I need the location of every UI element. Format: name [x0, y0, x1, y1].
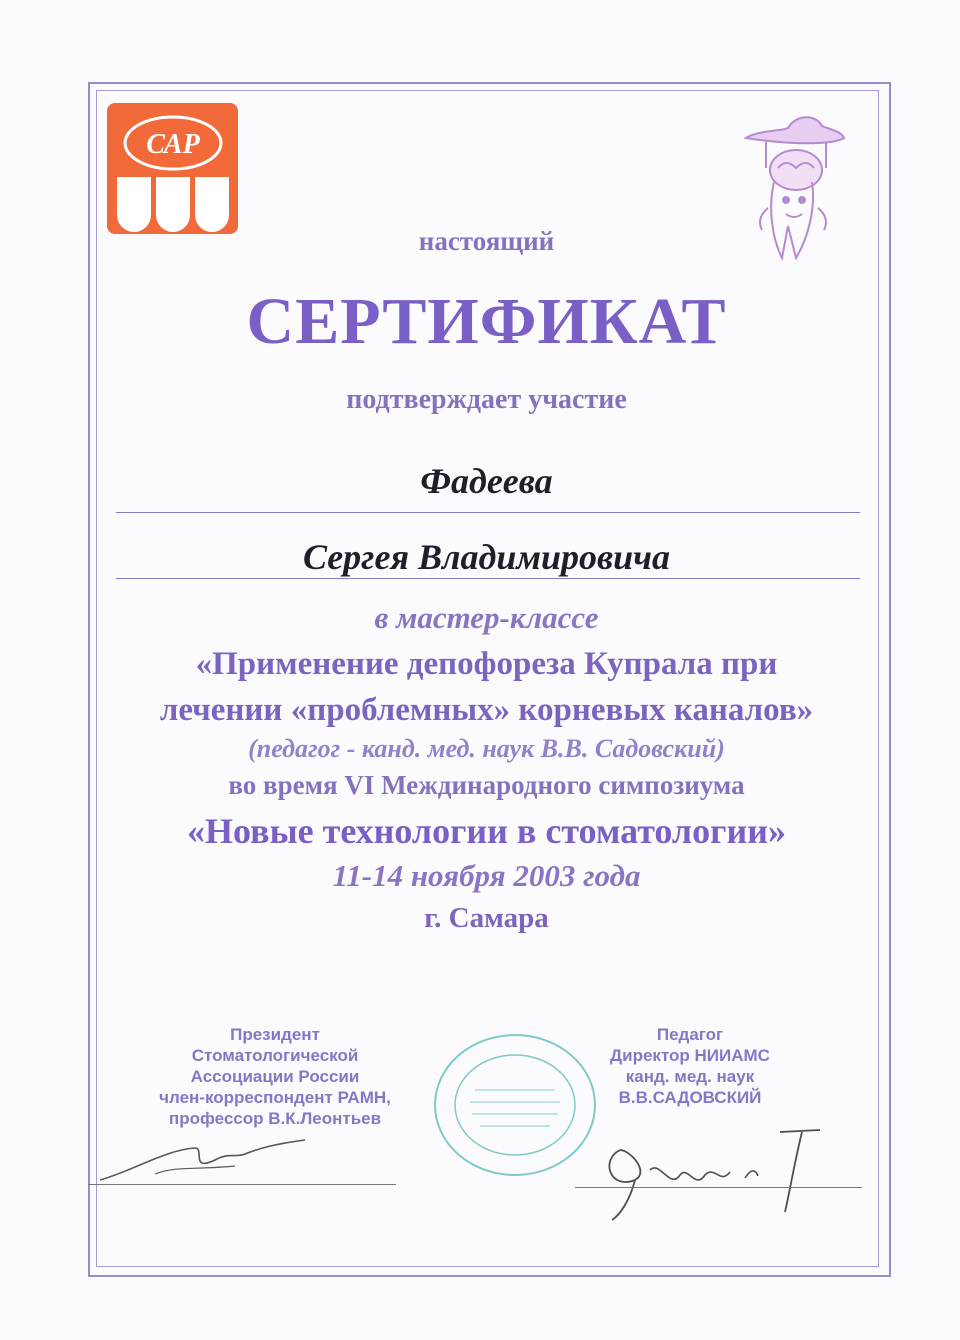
confirms-text: подтверждает участие [346, 384, 627, 415]
during-text: во время VI Междинародного симпозиума [228, 770, 745, 800]
teacher-signature-block [560, 1024, 820, 1108]
event-city: г. Самара [424, 902, 549, 934]
sar-logo [107, 103, 238, 234]
teacher-position: Директор НИИАМС [610, 1046, 770, 1065]
president-title: Президент [230, 1025, 320, 1044]
certificate-title: СЕРТИФИКАТ [246, 285, 727, 358]
symposium-title: «Новые технологии в стоматологии» [187, 811, 786, 851]
teacher-degree: канд. мед. наук [625, 1067, 755, 1086]
name-underline [116, 578, 860, 579]
event-dates: 11-14 ноября 2003 года [332, 858, 641, 893]
teacher-note: (педагог - канд. мед. наук В.В. Садовский) [248, 734, 725, 763]
master-class-label: в мастер-классе [374, 600, 599, 635]
president-signature-line [88, 1184, 396, 1185]
president-name: профессор В.К.Леонтьев [168, 1109, 382, 1128]
teacher-signature [590, 1120, 830, 1225]
teacher-role: Педагог [656, 1025, 724, 1044]
topic-line-2: лечении «проблемных» корневых каналов» [159, 692, 814, 728]
president-signature [95, 1130, 315, 1190]
president-org-line-1: Стоматологической [191, 1046, 359, 1065]
recipient-surname: Фадеева [420, 461, 553, 501]
president-signature-block [110, 1024, 440, 1129]
president-rank: член-корреспондент РАМН, [159, 1088, 391, 1107]
surname-underline [116, 512, 860, 513]
recipient-given-names: Сергея Владимировича [302, 537, 671, 577]
teacher-name: В.В.САДОВСКИЙ [618, 1088, 762, 1107]
intro-text: настоящий [418, 226, 555, 256]
teacher-signature-line [575, 1187, 862, 1188]
topic-line-1: «Применение депофореза Купрала при [195, 646, 778, 682]
logo-text: САР [146, 129, 200, 160]
president-org-line-2: Ассоциации России [190, 1067, 360, 1086]
